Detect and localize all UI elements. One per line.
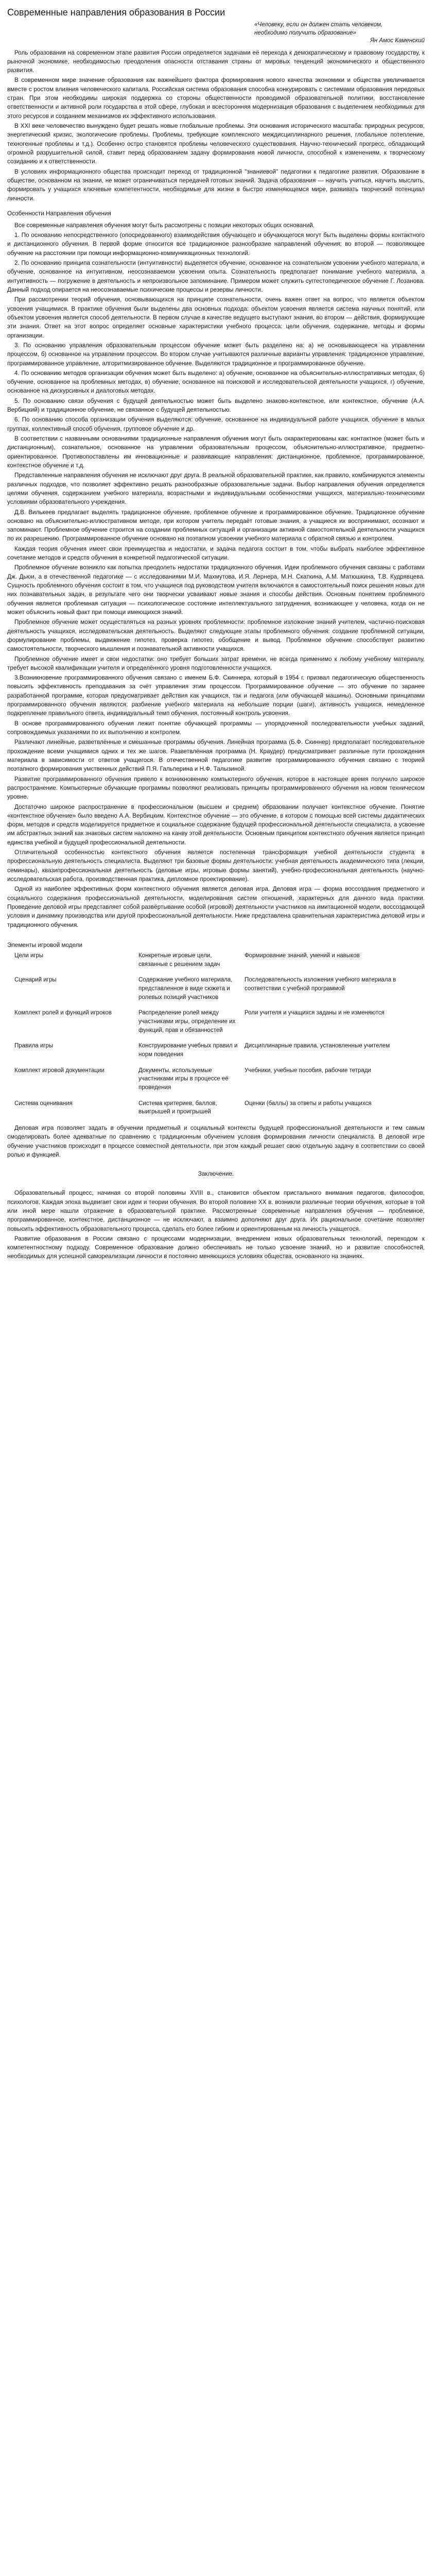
table-cell-traditional: Последовательность изложения учебного материала в соответствии с учебной программой xyxy=(245,977,396,992)
paragraph: В соответствии с названными основаниями традиционные направления обучения могут быть охарактеризованы как: контактное (может быть и дистанционным), сознательное, основанное на управлении образовательным процессом, объяснительно-иллюстративное, предметно-ориентированное. Противопоставлены им инновационные и развивающие направления: дистанционное, проблемное, программированное, контекстное обучение и т.д. xyxy=(7,435,425,469)
paragraph: Достаточно широкое распространение в профессиональном (высшем и среднем) образовании получает контекстное обучение. Понятие «контекстное обучение» было введено А.А. Вербицким. Контекстное обучение — это обучение, в котором с помощью всей системы дидактических форм, методов и средств моделируется предметное и социальное содержание будущей профессиональной деятельности специалиста, а усвоение им абстрактных знаний как знаковых систем наложено на канву этой деятельности. Основным принципом контекстного обучения является принцип единства учебной и будущей профессиональной деятельности. xyxy=(7,803,425,846)
intro-section xyxy=(7,48,425,203)
epigraph-line: «Человеку, если он должен стать человеком, xyxy=(254,22,383,28)
table-cell-element: Система оценивания xyxy=(14,1100,73,1107)
paragraph: Роль образования на современном этапе развития России определяется задачами её перехода к демократическому и правовому государству, к рыночной экономике, необходимостью преодоления опасности отставания страны от мировых тенденций экономического и общественного развития. xyxy=(7,49,425,74)
table-cell-traditional: Роли учителя и учащихся заданы и не изменяются xyxy=(245,1010,385,1016)
table-cell-traditional: Формирование знаний, умений и навыков xyxy=(245,952,360,959)
table-cell-game: Конструирование учебных правил и норм поведения xyxy=(138,1043,238,1058)
paragraph: Различают линейные, разветвлённые и смешанные программы обучения. Линейная программа (Б.Ф. Скиннер) предполагает последовательное прохождение всеми учащимися одних и тех же шагов. Разветвлённая программа (Н. Краудер) предусматривает различные пути прохождения материала в зависимости от ответов учащегося. В отечественной педагогике развитие программированного обучения связано с теорией поэтапного формирования умственных действий П.Я. Гальперина и Н.Ф. Талызиной. xyxy=(7,739,425,773)
table-row xyxy=(14,1042,425,1066)
paragraph: В XXI веке человечество вынуждено будет решать новые глобальные проблемы. Эти основания исторического масштаба: природных ресурсов, энергетический кризис, экологические проблемы. Проблемы, требующие комплексного междисциплинарного решения, глобальное потепление, техногенные проблемы и т.д.). Особенно остро становятся проблемы человеческого существования. Научно-технический прогресс, обладающий огромной разрушительной силой, ставит перед образованием задачу формирования новой личности, способной к изменениям, к творческому созиданию и к ответственности. xyxy=(7,123,425,165)
table-row xyxy=(14,1009,425,1042)
paragraph: Каждая теория обучения имеет свои преимущества и недостатки, и задача педагога состоит в том, чтобы выбрать наиболее эффективное сочетание методов и средств обучения в конкретной педагогической ситуации. xyxy=(7,545,425,562)
paragraph: Д.В. Вилькеев предлагает выделять традиционное обучение, проблемное обучение и программированное обучение. Традиционное обучение основано на объяснительно-иллюстративном методе, при котором учитель передаёт готовые знания, а учащиеся их воспринимают, осознают и запоминают. Проблемное обучение строится на создании проблемных ситуаций и организации активной самостоятельной деятельности учащихся по их разрешению. Программированное обучение основано на поэтапном усвоении учебного материала с обратной связью и контролем. xyxy=(7,509,425,543)
paragraph: При рассмотрении теорий обучения, основывающихся на принципе сознательности, очень важен ответ на вопрос, что является объектом усвоения учащимися. В практике обучения были выделены два основных подхода: объектом усвоения является система научных понятий, или объектом усвоения является способ деятельности. В первом случае в качестве ведущего выступают знания, во втором — действия, формирующие эти знания. Ответ на этот вопрос определяет основные характеристики учебного процесса: цели обучения, содержание, методы и формы организации. xyxy=(7,296,425,339)
table-cell-traditional: Дисциплинарные правила, установленные учителем xyxy=(245,1043,390,1049)
epigraph xyxy=(254,21,425,45)
table-title: Элементы игровой модели xyxy=(7,941,83,948)
table-cell-game: Конкретные игровые цели, связанные с решением задач xyxy=(138,952,220,968)
table-cell-element: Комплект ролей и функций игроков xyxy=(14,1010,112,1016)
table-cell-traditional: Учебники, учебные пособия, рабочие тетради xyxy=(245,1067,371,1074)
paragraph: Образовательный процесс, начиная со второй половины XVIII в., становится объектом пристального внимания педагогов, философов, психологов. Каждая эпоха выдвигает свои идеи и теории обучения. Во второй половине XX в. возникли различные теории обучения, которые в той или иной мере нашли отражение в образовательной практике. Рассмотренные современные направления обучения — проблемное, программированное, контекстное, дистанционное — не исключают, а взаимно дополняют друг друга. Их рациональное сочетание позволяет повысить эффективность образовательного процесса, сделать его более гибким и ориентированным на личность учащегося. xyxy=(7,1190,425,1232)
paragraph: В основе программированного обучения лежит понятие обучающей программы — упорядоченной последовательности учебных заданий, сопровождаемых указаниями по их выполнению и контролем. xyxy=(7,720,425,736)
paragraph: В условиях информационного общества происходит переход от традиционной "знаниевой" педагогики к педагогике развития. Образование в обществе, основанном на знании, не может ограничиваться передачей готовых знаний. Задача образования — научить учиться, научить мыслить, формировать у учащихся ключевые компетентности, необходимые для жизни в быстро изменяющемся мире, развивать творческий потенциал личности. xyxy=(7,168,425,202)
table-row xyxy=(14,976,425,1009)
paragraph: 3.Возникновение программированного обучения связано с именем Б.Ф. Скиннера, который в 1954 г. призвал педагогическую общественность повысить эффективность преподавания за счёт управления этим процессом. Программированное обучение — это обучение по заранее разработанной программе, которая предусматривает действия как учащихся, так и педагога (или обучающей машины). Основными принципами программированного обучения являются: разбиение учебного материала на небольшие порции (шаги), активность учащихся, немедленное подкрепление правильного ответа, индивидуальный темп обучения, постоянный контроль усвоения. xyxy=(7,674,425,717)
paragraph: 6. По основанию способа организации обучения выделяются: обучение, основанное на индивидуальной работе учащихся, обучение в малых группах, коллективный способ обучения, групповое обучение и др. xyxy=(7,416,425,432)
paragraph: Представленные направления обучения не исключают друг друга. В реальной образовательной практике, как правило, комбинируются элементы различных подходов, что позволяет эффективно решать разнообразные образовательные задачи. Выбор направления обучения определяется целями обучения, содержанием учебного материала, возрастными и индивидуальными особенностями учащихся, материально-техническими условиями образовательного учреждения. xyxy=(7,472,425,506)
table-row xyxy=(14,1066,425,1099)
paragraph: 4. По основанию методов организации обучения может быть выделено: а) обучение, основанное на объяснительно-иллюстративных методах, б) обучение, основанное на проблемных методах, в) обучение, основанное на поисковой и исследовательской деятельности учащихся, г) обучение, основанное на дискурсивных и диалоговых методах. xyxy=(7,369,425,395)
table-cell-game: Документы, используемые участниками игры в процессе её проведения xyxy=(138,1067,229,1091)
paragraph: Развитие программированного обучения привело к возникновению компьютерного обучения, которое в настоящее время получило широкое распространение. Компьютерные обучающие программы позволяют реализовать принципы программированного обучения на новом техническом уровне. xyxy=(7,775,425,801)
paragraph: Проблемное обучение имеет и свои недостатки: оно требует больших затрат времени, не всегда применимо к любому учебному материалу, требует высокой квалификации учителя и определённого уровня подготовленности учащихся. xyxy=(7,655,425,671)
table-cell-element: Цели игры xyxy=(14,952,44,959)
paragraph: Одной из наиболее эффективных форм контекстного обучения является деловая игра. Деловая игра — форма воссоздания предметного и социального содержания профессиональной деятельности, моделирования систем отношений, характерных для данного вида практики. Проведение деловой игры представляет собой развёртывание особой (игровой) деятельности участников на имитационной модели, воссоздающей условия и динамику производства или другой профессиональной деятельности. Ниже представлена сравнительная характеристика деловой игры и традиционного обучения. xyxy=(7,886,425,928)
table-cell-element: Правила игры xyxy=(14,1043,54,1049)
paragraph: Деловая игра позволяет задать в обучении предметный и социальный контексты будущей профессиональной деятельности и тем самым смоделировать более адекватные по сравнению с традиционным обучением условия формирования личности специалиста. В деловой игре обучение участников происходит в процессе совместной деятельности, при этом каждый решает свою отдельную задачу в соответствии со своей ролью и функцией. xyxy=(7,1125,425,1158)
paragraph: Проблемное обучение может осуществляться на разных уровнях проблемности: проблемное изложение знаний учителем, частично-поисковая деятельность учащихся, исследовательская деятельность. Выделяют следующие этапы проблемного обучения: создание проблемной ситуации, формулирование проблемы, выдвижение гипотез, проверка гипотез, обобщение и вывод. Проблемное обучение способствует развитию самостоятельности, творческого мышления и познавательной активности учащихся. xyxy=(7,619,425,653)
section-heading: Особенности Направления обучения xyxy=(7,210,111,217)
paragraph: 5. По основанию связи обучения с будущей деятельностью может быть выделено знаково-контекстное, или контекстное, обучение (А.А. Вербицкий) и традиционное обучение, не связанное с будущей деятельностью. xyxy=(7,397,425,414)
comparison-table xyxy=(14,952,425,1124)
document-title: Современные направления образования в России xyxy=(7,7,225,18)
conclusion-heading: Заключение. xyxy=(198,1171,234,1178)
paragraph: Отличительной особенностью контекстного обучения является постепенная трансформация учебной деятельности студента в профессиональную деятельность специалиста. Выделяют три базовые формы деятельности: учебная деятельность академического типа (лекции, семинары), квазипрофессиональная деятельность (деловые игры, игровые формы занятий), учебно-профессиональная деятельность (научно-исследовательская работа, производственная практика, дипломное проектирование). xyxy=(7,849,425,883)
epigraph-author: Ян Амос Каменский xyxy=(370,38,425,44)
table-cell-element: Сценарий игры xyxy=(14,977,57,984)
conclusion-section xyxy=(7,1189,425,1261)
body-section xyxy=(7,221,425,929)
paragraph: 2. По основанию принципа сознательности (интуитивности) выделяется обучение, основанное на сознательном усвоении учебного материала, и обучение, основанное на интуитивном, неосознаваемом усвоении опыта. Сознательность предполагает понимание учебного материала, а интуитивность — погружение в деятельность и непроизвольное запоминание. Примером может служить суггестопедическое обучение Г. Лозанова. Данный подход опирается на неосознаваемые психические процессы и резервы личности. xyxy=(7,260,425,294)
table-cell-element: Комплект игровой документации xyxy=(14,1067,104,1074)
paragraph: 3. По основанию управления образовательным процессом обучение может быть разделено на: а) не основывающееся на управлении процессом, б) основанное на управлении процессом. Во втором случае учитываются различные варианты управления: традиционное управление, программированное управление, алгоритмизированное обучение. Выделяются традиционное и программированное обучение. xyxy=(7,342,425,367)
paragraph: Проблемное обучение возникло как попытка преодолеть недостатки традиционного обучения. Идеи проблемного обучения связаны с работами Дж. Дьюи, а в отечественной педагогике — с исследованиями М.И. Махмутова, И.Я. Лернера, М.Н. Скаткина, А.М. Матюшкина, Т.В. Кудрявцева. Сущность проблемного обучения состоит в том, что учащиеся под руководством учителя включаются в самостоятельный поиск решения новых для них познавательных задач, в результате чего они творчески усваивают новые знания и способы действия. Основным понятием проблемного обучения является проблемная ситуация — психологическое состояние интеллектуального затруднения, возникающее у человека, когда он не может объяснить новый факт при помощи имеющихся знаний. xyxy=(7,564,425,616)
epigraph-line: необходимо получить образование» xyxy=(254,29,356,36)
paragraph: Все современные направления обучения могут быть рассмотрены с позиции некоторых общих оснований. xyxy=(14,222,315,229)
table-row xyxy=(14,952,425,976)
table-cell-game: Содержание учебного материала, представленное в виде сюжета и ролевых позиций участников xyxy=(138,977,233,1001)
table-cell-game: Система критериев, баллов, выигрышей и проигрышей xyxy=(138,1100,217,1115)
table-row xyxy=(14,1099,425,1124)
paragraph: В современном мире значение образования как важнейшего фактора формирования нового качества экономики и общества увеличивается вместе с ростом влияния человеческого капитала. Российская система образования способна конкурировать с системами образования передовых стран. При этом необходимы широкая поддержка со стороны общественности проводимой образовательной политики, восстановление ответственности и активной роли государства в этой сфере, глубокая и всесторонняя модернизация образования с выделением необходимых для этого ресурсов и созданием механизмов их эффективного использования. xyxy=(7,77,425,120)
table-cell-game: Распределение ролей между участниками игры, определение их функций, прав и обязанностей xyxy=(138,1010,236,1033)
table-cell-traditional: Оценки (баллы) за ответы и работы учащихся xyxy=(245,1100,372,1107)
paragraph: Развитие образования в России связано с процессами модернизации, внедрением новых образовательных технологий, переходом к компетентностному подходу. Современное образование должно обеспечивать не только усвоение знаний, но и развитие способностей, необходимых для успешной самореализации личности в постоянно меняющихся условиях общества, основанного на знаниях. xyxy=(7,1235,425,1260)
paragraph: 1. По основанию непосредственного (опосредованного) взаимодействия обучающего и обучающегося могут быть выделены формы контактного и дистанционного обучения. В первой форме относится все традиционное разнообразие направлений обучения; во второй — позволяющее обучение на расстоянии при помощи информационно-коммуникационных технологий. xyxy=(7,232,425,257)
document-page xyxy=(0,0,436,1275)
